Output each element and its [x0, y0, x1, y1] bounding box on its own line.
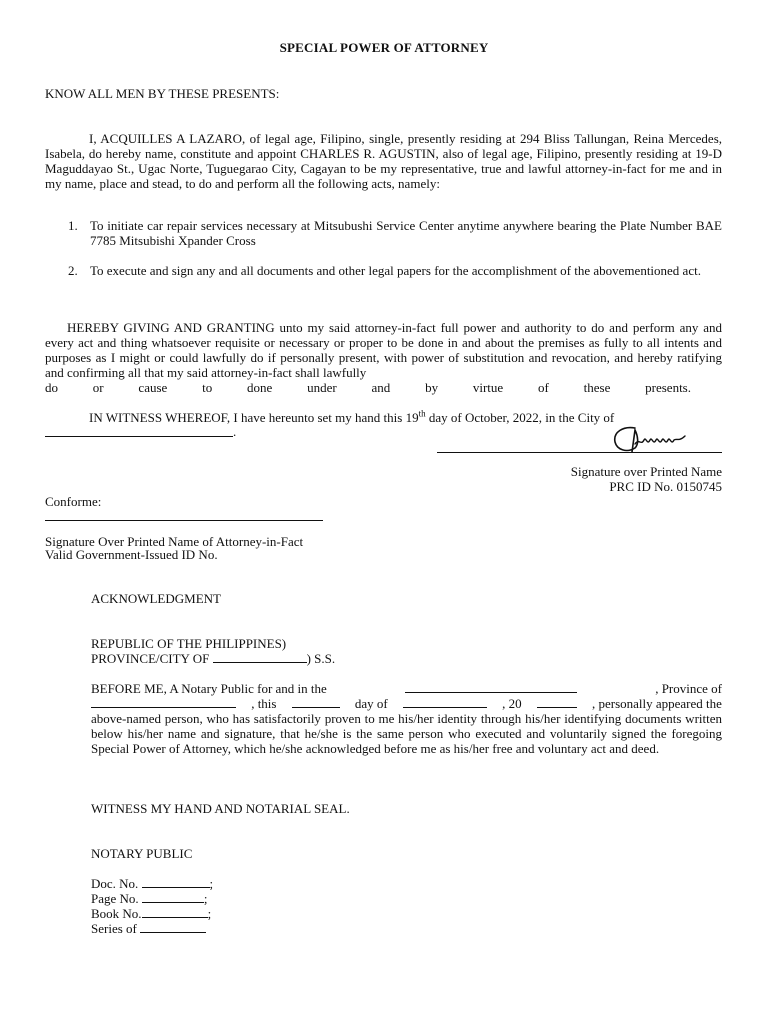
granting-paragraph: HEREBY GIVING AND GRANTING unto my said attorney-in-fact full power and authority to do and perform any and every act and thing whatsoever requisite or necessary or proper to be done in and about the premises as fully to all intents and purposes as I might or could lawfully do if personally present, with power of substitution and revocation, and hereby ratifying and confirming all that my said attorney-in-fact shall lawfully: [45, 320, 722, 380]
page-no-label: Page No.: [91, 891, 142, 906]
notary-public-label: NOTARY PUBLIC: [91, 846, 193, 861]
province-label: PROVINCE/CITY OF: [91, 651, 213, 666]
attorney-id-label: Valid Government-Issued ID No.: [45, 547, 218, 562]
series-of-label: Series of: [91, 921, 141, 936]
doc-no-semicolon: ;: [209, 876, 214, 891]
doc-no-label: Doc. No.: [91, 876, 142, 891]
doc-no-line: [91, 876, 213, 891]
year-blank: [537, 696, 577, 708]
book-no-blank: [142, 906, 208, 918]
witness-text-after: day of October, 2022, in the City of: [425, 410, 615, 425]
witness-seal: WITNESS MY HAND AND NOTARIAL SEAL.: [91, 801, 350, 816]
attorney-signature-label: Signature Over Printed Name of Attorney-in-Fact: [45, 534, 304, 549]
before-me-day-of: day of: [354, 696, 388, 711]
act-item-1: [68, 218, 722, 248]
doc-no-blank: [142, 876, 210, 888]
page-no-blank: [142, 891, 204, 903]
principal-signature-label: Signature over Printed Name: [570, 464, 722, 479]
principal-signature-line: [437, 452, 722, 453]
act-number: 1.: [68, 218, 78, 233]
book-no-label: Book No.: [91, 906, 142, 921]
acknowledgment-heading: ACKNOWLEDGMENT: [91, 591, 221, 606]
principal-id: PRC ID No. 0150745: [609, 479, 722, 494]
before-me-line-1: [91, 681, 722, 696]
city-blank: [45, 436, 233, 437]
page-no-line: [91, 891, 208, 906]
before-me-province: , Province of: [655, 681, 722, 696]
conforme-label: Conforme:: [45, 494, 102, 509]
document-title: SPECIAL POWER OF ATTORNEY: [279, 40, 489, 55]
province-ss: ) S.S.: [306, 651, 336, 666]
republic-line: REPUBLIC OF THE PHILIPPINES): [91, 636, 287, 651]
before-me-this: , this: [251, 696, 277, 711]
before-me-appeared: , personally appeared the: [591, 696, 722, 711]
intro-paragraph: I, ACQUILLES A LAZARO, of legal age, Filipino, single, presently residing at 294 Bliss Tallungan, Reina Mercedes, Isabela, do hereby name, constitute and appoint CHARLES R. AGUSTIN, also of legal age, Filipino, presently residing at 19-D Maguddayao St., Ugac Norte, Tuguegarao City, Cagayan to be my representative, true and lawful attorney-in-fact for me and in my name, place and stead, to do and perform all the following acts, namely:: [45, 131, 722, 191]
month-blank: [403, 696, 487, 708]
act-number: 2.: [68, 263, 78, 278]
witness-sup: th: [418, 408, 426, 419]
day-blank: [292, 696, 340, 708]
book-no-line: [91, 906, 211, 921]
province-blank: [213, 651, 307, 663]
attorney-signature-line: [45, 520, 323, 521]
series-of-line: [91, 921, 206, 936]
book-no-semicolon: ;: [207, 906, 212, 921]
before-me-rest: above-named person, who has satisfactorily proven to me his/her identity through his/her identifying documents written below his/her name and signature, that he/she is the same person who executed and voluntarily signed the foregoing Special Power of Attorney, which he/she acknowledged before me as his/her free and voluntary act and deed.: [91, 711, 722, 756]
act-item-2: [68, 263, 722, 278]
province-name-blank: [91, 696, 236, 708]
before-me-year: , 20: [502, 696, 522, 711]
province-line: [91, 651, 335, 666]
before-me-line-2: [91, 696, 722, 711]
act-text: To initiate car repair services necessary at Mitsubushi Service Center anytime anywhere bearing the Plate Number BAE 7785 Mitsubishi Xpander Cross: [90, 218, 722, 248]
granting-paragraph-last-line: do or cause to done under and by virtue of these presents.: [45, 380, 691, 395]
before-me-text: BEFORE ME, A Notary Public for and in the: [91, 681, 327, 696]
greeting: KNOW ALL MEN BY THESE PRESENTS:: [45, 86, 280, 101]
witness-end: .: [233, 424, 237, 439]
page-no-semicolon: ;: [203, 891, 208, 906]
act-text: To execute and sign any and all documents and other legal papers for the accomplishment of the abovementioned act.: [90, 263, 701, 278]
series-of-blank: [140, 921, 206, 933]
witness-text: IN WITNESS WHEREOF, I have hereunto set my hand this 19: [89, 410, 419, 425]
locality-blank: [405, 681, 577, 693]
